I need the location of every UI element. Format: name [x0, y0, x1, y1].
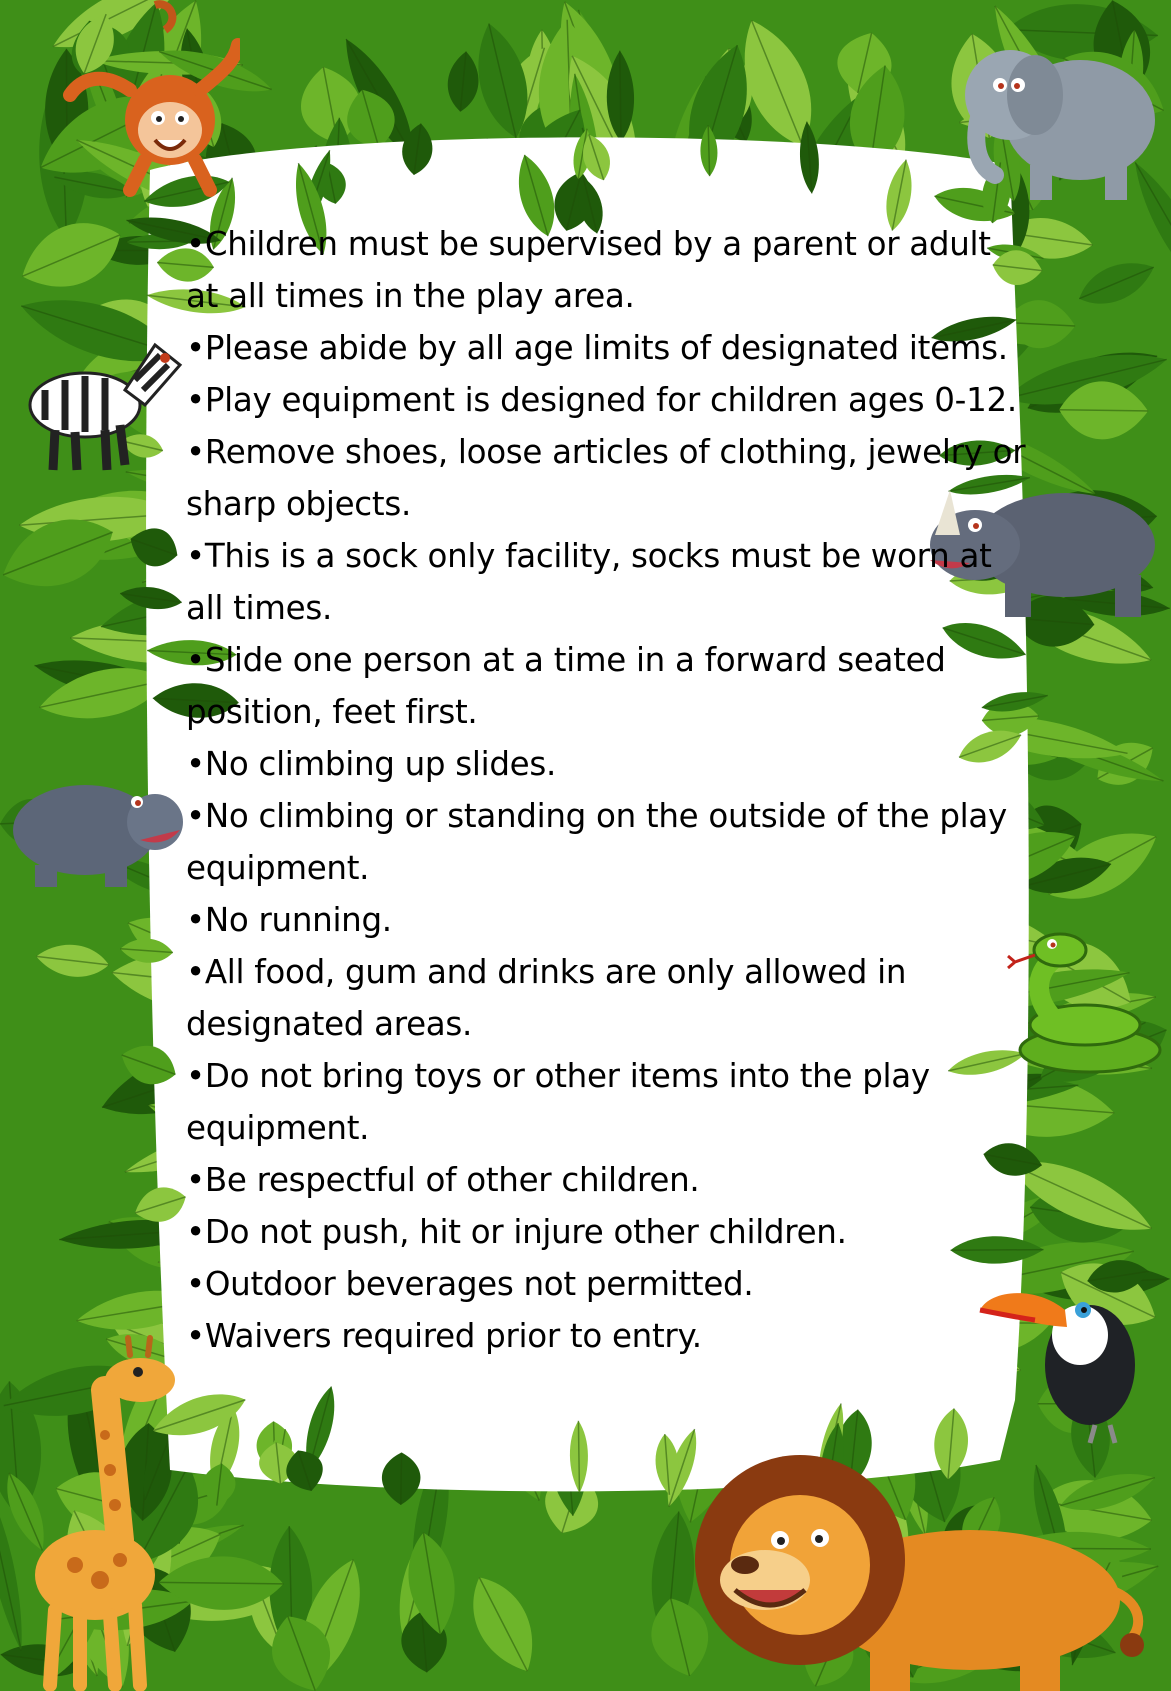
rule-item: •This is a sock only facility, socks must be worn at all times.	[186, 537, 992, 627]
rule-item: •No climbing up slides.	[186, 745, 557, 783]
rule-item: •Please abide by all age limits of designated items.	[186, 329, 1008, 367]
rule-item: •Do not push, hit or injure other children.	[186, 1213, 847, 1251]
rule-item: •No running.	[186, 901, 392, 939]
rule-item: •All food, gum and drinks are only allowed in designated areas.	[186, 953, 907, 1043]
rule-item: •Children must be supervised by a parent or adult at all times in the play area.	[186, 225, 991, 315]
rule-item: •Slide one person at a time in a forward seated position, feet first.	[186, 641, 946, 731]
rule-item: •Outdoor beverages not permitted.	[186, 1265, 754, 1303]
rule-item: •No climbing or standing on the outside of the play equipment.	[186, 797, 1007, 887]
elephant-icon	[930, 25, 1160, 205]
rule-item: •Play equipment is designed for children ages 0-12.	[186, 381, 1017, 419]
rules-list	[186, 218, 1026, 1362]
rule-item: •Remove shoes, loose articles of clothing, jewelry or sharp objects.	[186, 433, 1026, 523]
rules-panel	[150, 200, 1030, 1500]
rule-item: •Waivers required prior to entry.	[186, 1317, 702, 1355]
rule-item: •Be respectful of other children.	[186, 1161, 700, 1199]
rule-item: •Do not bring toys or other items into the play equipment.	[186, 1057, 930, 1147]
monkey-icon	[60, 0, 240, 200]
